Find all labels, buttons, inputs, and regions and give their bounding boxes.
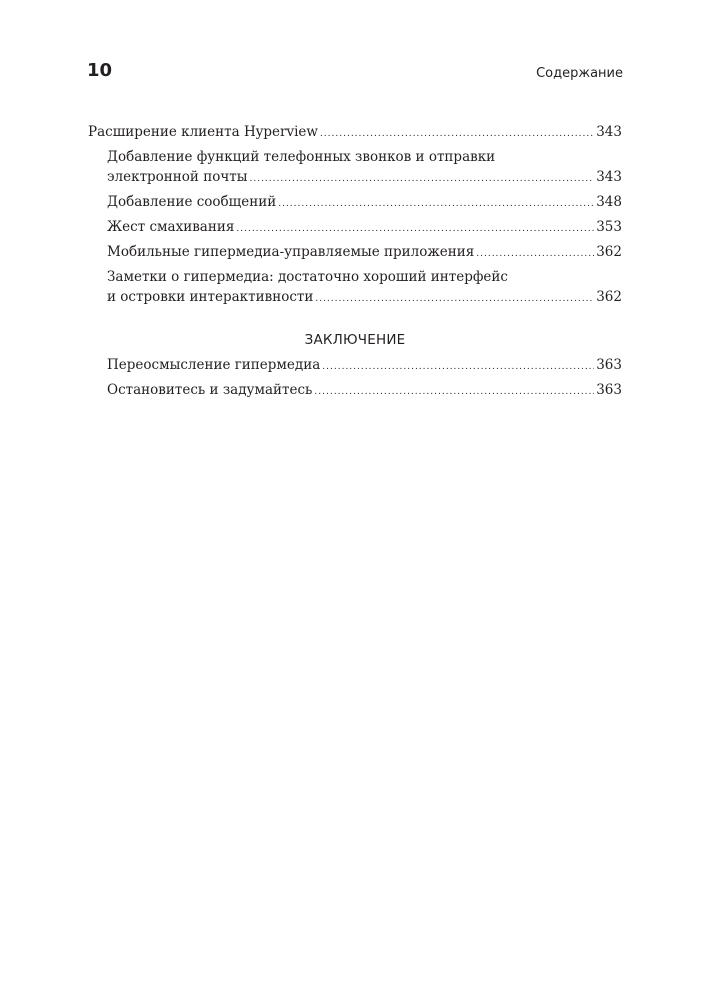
section-heading[interactable]: ЗАКЛЮЧЕНИЕ (304, 332, 406, 348)
toc-entry-title: Остановитесь и задумайтесь (107, 382, 313, 398)
toc-entry-title: Жест смахивания (107, 219, 235, 235)
toc-entry[interactable] (88, 217, 622, 239)
dot-leader (320, 124, 594, 144)
toc-entry[interactable] (88, 192, 622, 214)
toc-entry[interactable] (88, 147, 622, 189)
toc-entry-page: 363 (596, 382, 622, 398)
toc-entry-title: Добавление сообщений (107, 194, 277, 210)
dot-leader (236, 219, 594, 239)
running-head: Содержание (536, 66, 623, 81)
toc-entry[interactable] (88, 242, 622, 264)
toc-entry-page: 343 (596, 169, 622, 185)
dot-leader (249, 169, 594, 189)
toc-entry-title: Переосмысление гипермедиа (107, 357, 321, 373)
toc-entry-page: 353 (596, 219, 622, 235)
toc-entry-title-continued: электронной почты (107, 169, 248, 185)
toc-entry[interactable] (88, 122, 622, 144)
dot-leader (278, 194, 594, 214)
toc-entry[interactable] (88, 355, 622, 377)
table-of-contents (88, 122, 622, 405)
dot-leader (315, 289, 594, 309)
toc-entry[interactable] (88, 267, 622, 309)
toc-entry-page: 362 (596, 244, 622, 260)
toc-entry-title: Заметки о гипермедиа: достаточно хороший интерфейс (107, 269, 508, 285)
dot-leader (322, 357, 594, 377)
toc-entry-title: Добавление функций телефонных звонков и отправки (107, 149, 496, 165)
toc-entry-page: 343 (596, 124, 622, 140)
page-number: 10 (87, 60, 113, 81)
toc-entry-page: 363 (596, 357, 622, 373)
toc-entry[interactable] (88, 380, 622, 402)
toc-entry-title: Мобильные гипермедиа-управляемые приложения (107, 244, 475, 260)
toc-entry-page: 362 (596, 289, 622, 305)
dot-leader (314, 382, 594, 402)
toc-entry-page: 348 (596, 194, 622, 210)
dot-leader (476, 244, 594, 264)
toc-entry-title: Расширение клиента Hyperview (88, 124, 318, 140)
toc-entry-title-continued: и островки интерактивности (107, 289, 314, 305)
